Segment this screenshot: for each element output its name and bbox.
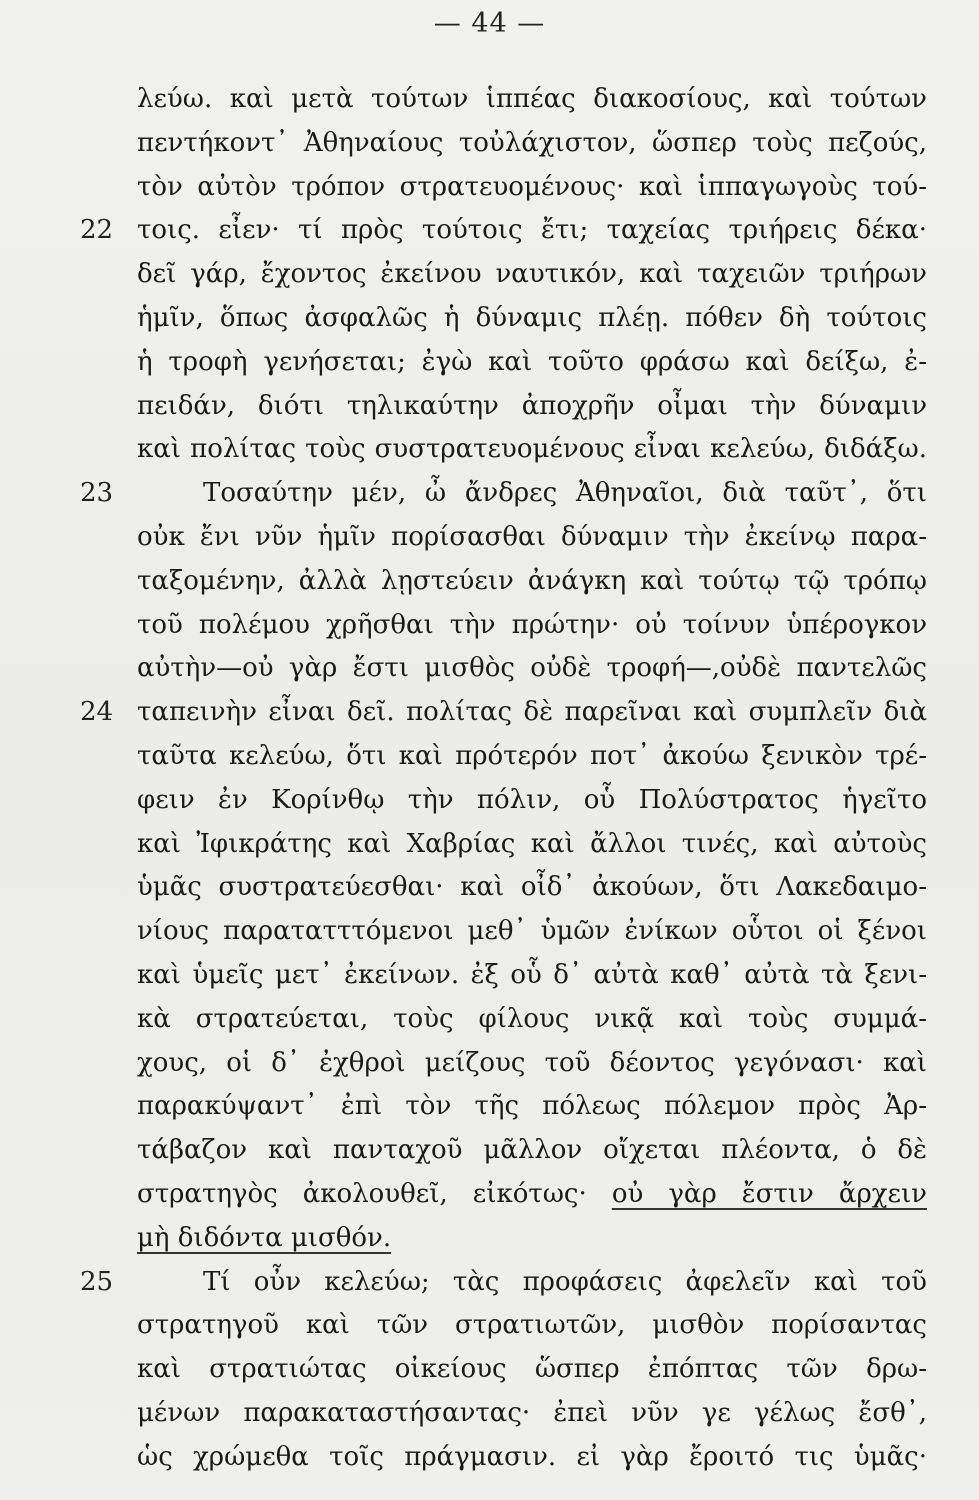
text-line — [0, 122, 979, 166]
line-text: καὶ ὑμεῖς μετ᾽ ἐκείνων. ἐξ οὗ δ᾽ αὐτὰ καθ᾽ αὐτὰ τὰ ξενι- — [137, 959, 927, 990]
line-text: τάβαζον καὶ πανταχοῦ μᾶλλον οἴχεται πλέοντα, ὁ δὲ — [137, 1135, 927, 1166]
text-line — [0, 560, 979, 604]
text-line — [0, 78, 979, 122]
text-line — [0, 166, 979, 210]
section-number: 25 — [80, 1266, 114, 1297]
line-text: πειδάν, διότι τηλικαύτην ἀποχρῆν οἶμαι τὴν δύναμιν — [137, 390, 927, 421]
text-line — [0, 1261, 979, 1305]
page-number: — 44 — — [433, 8, 546, 39]
line-text: πεντήκοντ᾽ Ἀθηναίους τοὐλάχιστον, ὥσπερ τοὺς πεζούς, — [137, 127, 927, 158]
text-line — [0, 866, 979, 910]
line-text: παρακύψαντ᾽ ἐπὶ τὸν τῆς πόλεως πόλεμον πρὸς Ἀρ- — [137, 1091, 927, 1122]
line-text: τοῦ πολέμου χρῆσθαι τὴν πρώτην· οὐ τοίνυν ὑπέρογκον — [137, 609, 927, 640]
line-text: καὶ στρατιώτας οἰκείους ὥσπερ ἐπόπτας τῶν δρω- — [137, 1354, 927, 1385]
line-text: μὴ διδόντα μισθόν. — [137, 1222, 392, 1253]
line-text: ὡς χρώμεθα τοῖς πράγμασιν. εἰ γὰρ ἔροιτό τις ὑμᾶς· — [137, 1441, 927, 1472]
greek-text-body — [0, 78, 979, 1480]
line-text: στρατηγοῦ καὶ τῶν στρατιωτῶν, μισθὸν πορίσαντας — [137, 1310, 927, 1341]
text-line — [0, 1348, 979, 1392]
line-text: ἡμῖν, ὅπως ἀσφαλῶς ἡ δύναμις πλέῃ. πόθεν δὴ τούτοις — [137, 302, 927, 333]
line-text: τοις. εἶεν· τί πρὸς τούτοις ἔτι; ταχείας τριήρεις δέκα· — [137, 215, 927, 246]
section-number: 24 — [80, 697, 114, 728]
line-text: κὰ στρατεύεται, τοὺς φίλους νικᾷ καὶ τοὺς συμμά- — [137, 1003, 927, 1034]
line-text: ταπεινὴν εἶναι δεῖ. πολίτας δὲ παρεῖναι καὶ συμπλεῖν διὰ — [137, 697, 927, 728]
text-line — [0, 1392, 979, 1436]
text-line — [0, 1042, 979, 1086]
section-number: 23 — [80, 478, 114, 509]
line-text: Τοσαύτην μέν, ὦ ἄνδρες Ἀθηναῖοι, διὰ ταῦτ᾽, ὅτι — [203, 478, 927, 509]
text-line — [0, 428, 979, 472]
text-line — [0, 735, 979, 779]
text-line — [0, 998, 979, 1042]
line-text: ταῦτα κελεύω, ὅτι καὶ πρότερόν ποτ᾽ ἀκούω ξενικὸν τρέ- — [137, 740, 927, 771]
text-line — [0, 823, 979, 867]
line-text: λεύω. καὶ μετὰ τούτων ἱππέας διακοσίους, καὶ τούτων — [137, 84, 927, 114]
line-text: στρατηγὸς ἀκολουθεῖ, εἰκότως· οὐ γὰρ ἔστιν ἄρχειν — [137, 1178, 927, 1209]
line-text: μένων παρακαταστήσαντας· ἐπεὶ νῦν γε γέλως ἔσθ᾽, — [137, 1397, 927, 1428]
text-line — [0, 1129, 979, 1173]
text-line — [0, 1085, 979, 1129]
text-line — [0, 1173, 979, 1217]
text-line — [0, 691, 979, 735]
section-number: 22 — [80, 215, 114, 246]
text-line — [0, 1217, 979, 1261]
text-line — [0, 954, 979, 998]
line-text: καὶ πολίτας τοὺς συστρατευομένους εἶναι κελεύω, διδάξω. — [137, 434, 927, 465]
line-text: νίους παρατατττόμενοι μεθ᾽ ὑμῶν ἐνίκων οὗτοι οἱ ξένοι — [137, 916, 927, 947]
line-text: Τί οὖν κελεύω; τὰς προφάσεις ἀφελεῖν καὶ τοῦ — [203, 1266, 927, 1297]
line-text: οὐκ ἔνι νῦν ἡμῖν πορίσασθαι δύναμιν τὴν ἐκείνῳ παρα- — [137, 521, 927, 552]
text-line — [0, 297, 979, 341]
text-line — [0, 341, 979, 385]
text-line — [0, 910, 979, 954]
line-text: ταξομένην, ἀλλὰ λῃστεύειν ἀνάγκη καὶ τούτῳ τῷ τρόπῳ — [137, 565, 927, 596]
line-text: φειν ἐν Κορίνθῳ τὴν πόλιν, οὗ Πολύστρατος ἡγεῖτο — [137, 784, 927, 815]
line-text: αὐτὴν—οὐ γὰρ ἔστι μισθὸς οὐδὲ τροφή—,οὐδὲ παντελῶς — [137, 653, 927, 684]
text-line — [0, 385, 979, 429]
line-text: καὶ Ἰφικράτης καὶ Χαβρίας καὶ ἄλλοι τινές, καὶ αὐτοὺς — [137, 828, 927, 859]
line-text: χους, οἱ δ᾽ ἐχθροὶ μείζους τοῦ δέοντος γεγόνασι· καὶ — [137, 1047, 927, 1078]
text-line — [0, 253, 979, 297]
line-text: τὸν αὐτὸν τρόπον στρατευομένους· καὶ ἱππαγωγοὺς τού- — [137, 171, 927, 202]
line-text: ὑμᾶς συστρατεύεσθαι· καὶ οἶδ᾽ ἀκούων, ὅτι Λακεδαιμο- — [137, 872, 927, 903]
text-line — [0, 604, 979, 648]
text-line — [0, 472, 979, 516]
text-line — [0, 1436, 979, 1480]
text-line — [0, 516, 979, 560]
text-line — [0, 779, 979, 823]
line-text: δεῖ γάρ, ἔχοντος ἐκείνου ναυτικόν, καὶ ταχειῶν τριήρων — [137, 259, 927, 290]
line-text: ἡ τροφὴ γενήσεται; ἐγὼ καὶ τοῦτο φράσω καὶ δείξω, ἐ- — [137, 346, 927, 377]
text-line — [0, 1304, 979, 1348]
text-line — [0, 209, 979, 253]
text-line — [0, 647, 979, 691]
